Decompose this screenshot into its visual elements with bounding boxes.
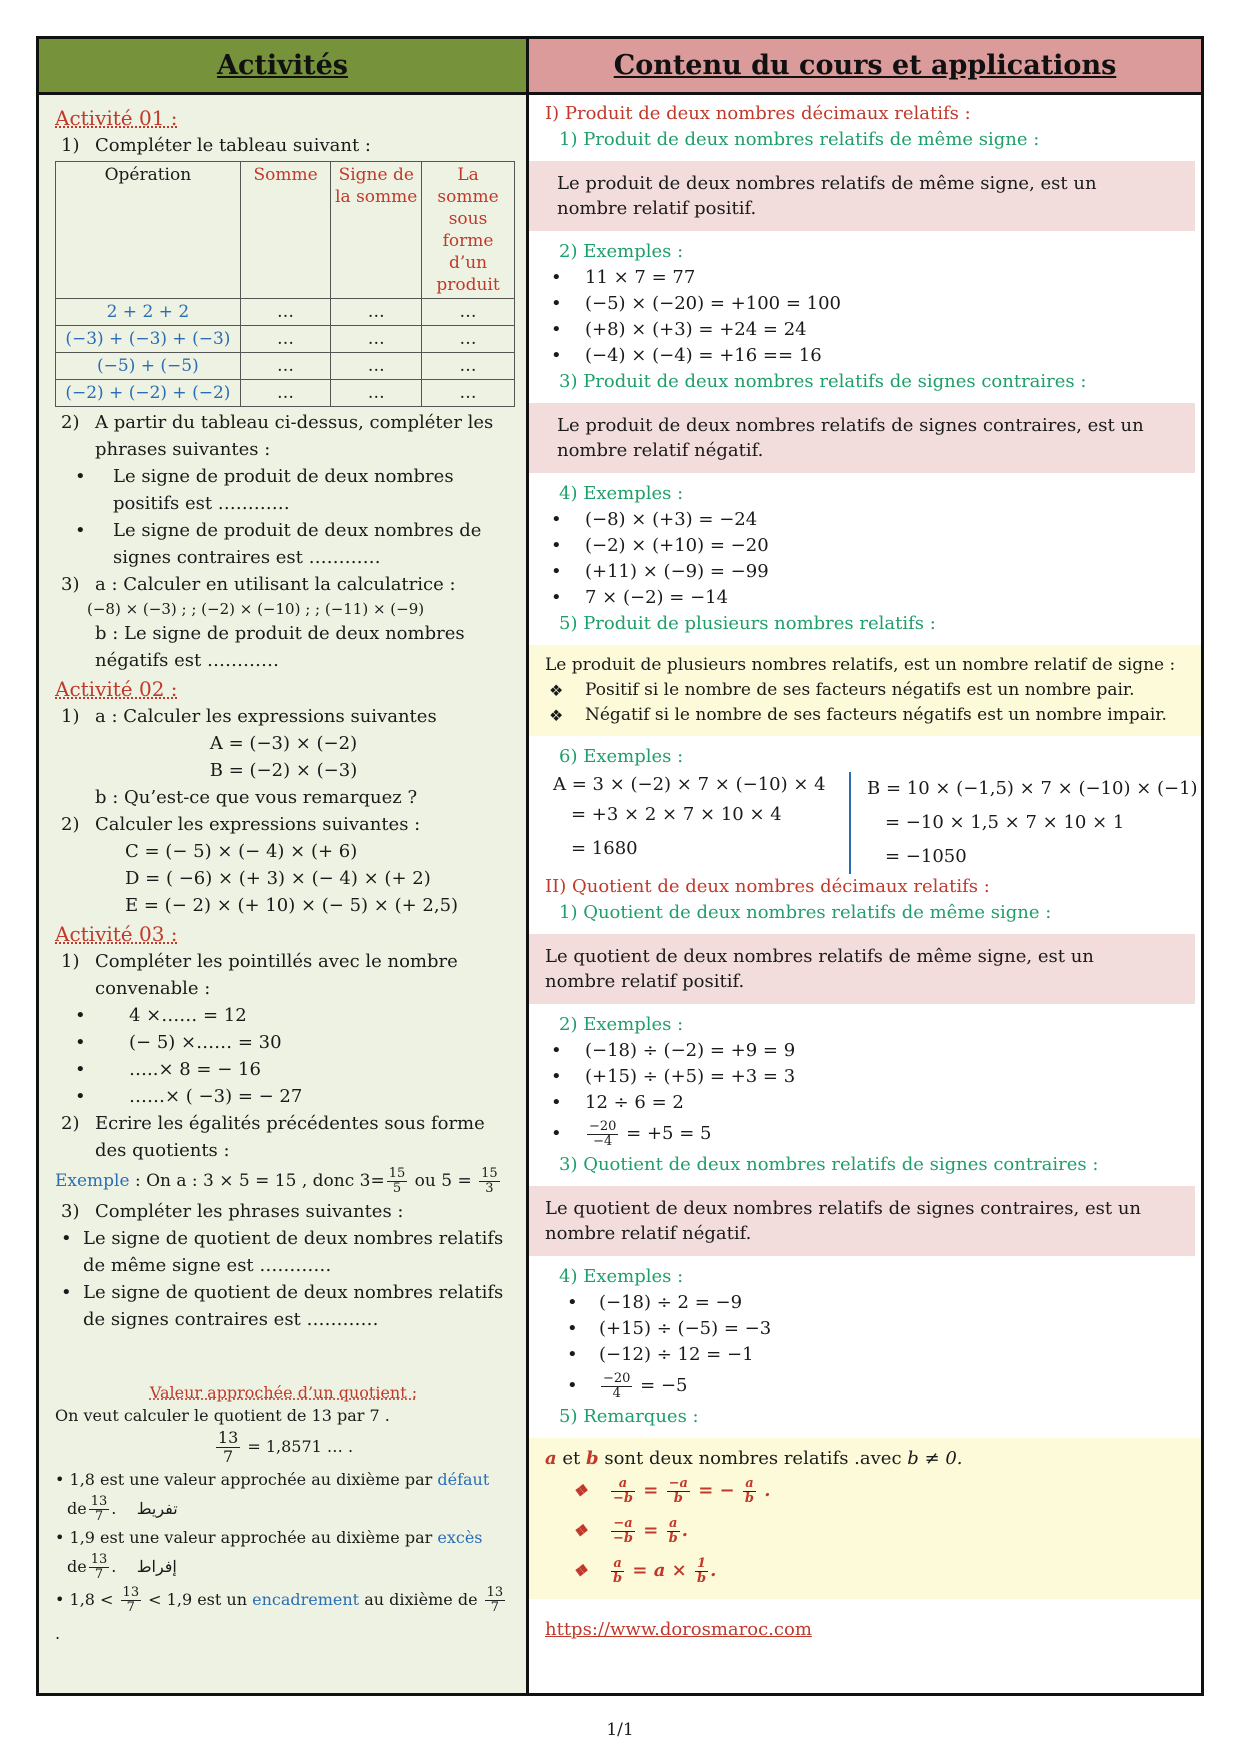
table-cell: 2 + 2 + 2: [56, 299, 241, 326]
approx-l3-c: au dixième de: [359, 1590, 483, 1609]
table-header-row: [56, 162, 515, 299]
act3-q3-bullet-2: • Le signe de quotient de deux nombres relatifs de signes contraires est …………: [55, 1279, 512, 1333]
example-item: • (−12) ÷ 12 = −1: [529, 1342, 1201, 1368]
act1-q2: A partir du tableau ci-dessus, compléter les phrases suivantes :: [95, 412, 494, 460]
remark-2: ❖ $\frac{-a}{-b}$ = $\frac{a}{b}$ .: [545, 1511, 1185, 1551]
approx-l1-text: • 1,8 est une valeur approchée au dixième par: [55, 1470, 438, 1489]
act2-expr-B: B = (−2) × (−3): [209, 760, 358, 781]
example-item: • (−8) × (+3) = −24: [529, 507, 1201, 533]
var-b: b: [586, 1448, 599, 1469]
approx-l1-arabic: تفريط: [136, 1499, 178, 1518]
approx-result-value: = 1,8571 … .: [242, 1437, 354, 1456]
section-1-3: 3) Produit de deux nombres relatifs de signes contraires :: [559, 371, 1087, 392]
remarks-mid: et: [556, 1448, 587, 1469]
table-cell: …: [422, 326, 515, 353]
example-item-text: = +5 = 5: [620, 1123, 712, 1144]
act2-expr-A: A = (−3) × (−2): [209, 733, 358, 754]
example-B-line: B = 10 × (−1,5) × 7 × (−10) × (−1): [867, 778, 1198, 799]
table-cell: …: [422, 380, 515, 407]
fraction-13-7: $\frac{13}{7}$: [90, 1494, 108, 1524]
example-A-line: A = 3 × (−2) × 7 × (−10) × 4: [553, 774, 826, 795]
example-item: • (−18) ÷ 2 = −9: [529, 1290, 1201, 1316]
rule-same-sign-product: Le produit de deux nombres relatifs de même signe, est un nombre relatif positif.: [529, 161, 1195, 231]
approx-line-1b: de $\frac{13}{7}$ . تفريط: [67, 1494, 178, 1524]
example-item: [529, 1368, 1201, 1404]
table-cell: …: [331, 299, 422, 326]
fraction-13-7: $\frac{13}{7}$: [486, 1585, 504, 1615]
fraction-13-7: $\frac{13}{7}$: [122, 1585, 140, 1615]
example-item: • (+15) ÷ (+5) = +3 = 3: [529, 1064, 1201, 1090]
fraction-15-5: $\frac{15}{5}$: [388, 1166, 406, 1196]
approx-l2-arabic: إفراط: [136, 1557, 177, 1576]
rule-several-products: [529, 645, 1201, 736]
activities-content: Activité 01 : 1) Compléter le tableau suivant : Opération Somme Signe de la somme La somme sous forme d’un produit 2 + 2 + 2 … … … (−3) + (−3) + (−3) … … … (−5) + (−5) … … … (−2) + (−2) + (−2) … … … 2) A partir du tableau ci-dessus, compléter les phrases suivantes : • Le signe de produit de deux nombres positifs est ………… • Le signe de produit de deux nombres de signes contraires est ………… 3) a : Calculer en utilisant la calculatrice : (−8) × (−3) ; ; (−2) × (−10) ; ; (−11) × (−9) b : Le signe de produit de deux nombres négatifs est ………… Activité 02 : 1) a : Calculer les expressions suivantes A = (−3) × (−2) B = (−2) × (−3) b : Qu’est-ce que vous remarquez ? 2) Calculer les expressions suivantes : C = (− 5) × (− 4) × (+ 6) D = ( −6) × (+ 3) × (− 4) × (+ 2) E = (− 2) × (+ 10) × (− 5) × (+ 2,5) Activité 03 : 1) Compléter les pointillés avec le nombre convenable : • 4 ×…… = 12 • (− 5) ×…… = 30 • …..× 8 = − 16 • ……× ( −3) = − 27 2) Ecrire les égalités précédentes sous forme des quotients : Exemple : On a : 3 × 5 = 15 , donc 3= $\frac{15}{5}$ ou 5 = $\frac{15}{3}$ 3) Compléter les phrases suivantes : • Le signe de quotient de deux nombres relatifs de même signe est ………… • Le signe de quotient de deux nombres relatifs de signes contraires est ………… Valeur approchée d’un quotient : On veut calculer le quotient de 13 par 7 . $\frac{13}{7}$ = 1,8571 … . • 1,8 est une valeur approchée au dixième par défaut de $\frac{13}{7}$ . تفريط • 1,9 est une valeur approchée au dixième par excès de $\frac{13}{7}$ . إفراط • 1,8 < $\frac{13}{7}$ < 1,9 est un encadrement au dixième de $\frac{13}{7}$ .: [39, 95, 526, 1651]
act1-q3b: b : Le signe de produit de deux nombres négatifs est …………: [95, 623, 465, 671]
section-2-title: II) Quotient de deux nombres décimaux relatifs :: [545, 876, 990, 897]
table-row: [56, 326, 515, 353]
act3-q3: Compléter les phrases suivantes :: [95, 1201, 404, 1222]
approx-line-2b: de $\frac{13}{7}$ . إفراط: [67, 1552, 177, 1582]
approx-title: Valeur approchée d’un quotient :: [149, 1383, 418, 1402]
example-A: [553, 772, 851, 874]
table-row: [56, 299, 515, 326]
activities-header: Activités: [39, 39, 526, 95]
frac-1-b: $\frac{1}{b}$: [697, 1555, 707, 1586]
act1-q1: Compléter le tableau suivant :: [95, 135, 371, 156]
section-1-5: 5) Produit de plusieurs nombres relatifs :: [559, 613, 936, 634]
table-cell: …: [240, 353, 331, 380]
fraction-m20-4: • $\frac{-20}{4}$: [603, 1370, 631, 1401]
example-item: • (−4) × (−4) = +16 == 16: [529, 343, 1201, 369]
act3-q1: Compléter les pointillés avec le nombre convenable :: [95, 951, 458, 999]
approx-l3-a: • 1,8 <: [55, 1590, 119, 1609]
website-link[interactable]: https://www.dorosmaroc.com: [545, 1619, 812, 1640]
frac-a-b: ❖ $\frac{a}{b}$: [613, 1555, 623, 1586]
act2-q2: Calculer les expressions suivantes :: [95, 814, 421, 835]
worksheet: [36, 36, 1204, 1696]
table-cell: …: [422, 299, 515, 326]
table-cell: …: [331, 380, 422, 407]
section-1-6: 6) Exemples :: [559, 746, 684, 767]
act2-expr-C: C = (− 5) × (− 4) × (+ 6): [125, 841, 358, 862]
remarks-intro: [545, 1446, 1185, 1471]
remarks-cond: b ≠ 0.: [907, 1448, 963, 1469]
table-cell: (−3) + (−3) + (−3): [56, 326, 241, 353]
act3-item-4: • ……× ( −3) = − 27: [55, 1083, 512, 1110]
activities-column: [39, 39, 529, 1693]
act3-item-3: • …..× 8 = − 16: [55, 1056, 512, 1083]
course-content: [529, 95, 1201, 1643]
table-cell: …: [331, 353, 422, 380]
frac-a-b: $\frac{a}{b}$: [668, 1515, 678, 1546]
remark-1: ❖ $\frac{a}{-b}$ = $\frac{-a}{b}$ = − $\frac{a}{b}$ .: [545, 1471, 1185, 1511]
table-cell: …: [240, 326, 331, 353]
table-cell: …: [422, 353, 515, 380]
section-1-1: 1) Produit de deux nombres relatifs de même signe :: [559, 129, 1040, 150]
act2-expr-E: E = (− 2) × (+ 10) × (− 5) × (+ 2,5): [125, 895, 459, 916]
act1-q3a: a : Calculer en utilisant la calculatrice :: [95, 574, 456, 595]
act2-expr-D: D = ( −6) × (+ 3) × (− 4) × (+ 2): [125, 868, 431, 889]
table-cell: (−2) + (−2) + (−2): [56, 380, 241, 407]
col-produit: La somme sous forme d’un produit: [422, 162, 515, 299]
section-1-4: 4) Exemples :: [559, 483, 684, 504]
act3-item-2: • (− 5) ×…… = 30: [55, 1029, 512, 1056]
fraction-13-7: $\frac{13}{7}$: [90, 1552, 108, 1582]
approx-intro: On veut calculer le quotient de 13 par 7 .: [55, 1406, 390, 1425]
section-2-1: 1) Quotient de deux nombres relatifs de même signe :: [559, 902, 1052, 923]
frac-ma-mb: ❖ $\frac{-a}{-b}$: [613, 1515, 633, 1546]
remark-3: ❖ $\frac{a}{b}$ = a × $\frac{1}{b}$ .: [545, 1551, 1185, 1591]
act3-q3-bullet-1: • Le signe de quotient de deux nombres relatifs de même signe est …………: [55, 1225, 512, 1279]
table-cell: …: [240, 380, 331, 407]
frac-a-mb: ❖ $\frac{a}{-b}$: [613, 1475, 633, 1506]
approx-l2-de: de: [67, 1557, 87, 1576]
var-a: a: [545, 1448, 557, 1469]
rule3-intro: Le produit de plusieurs nombres relatifs, est un nombre relatif de signe :: [545, 655, 1176, 675]
approx-l1-de: de: [67, 1499, 87, 1518]
section-2-5: 5) Remarques :: [559, 1406, 699, 1427]
operations-table: [55, 161, 515, 407]
example-item: [529, 1116, 1201, 1152]
example-A-line: = 1680: [571, 838, 638, 859]
rule-opposite-sign-quotient: Le quotient de deux nombres relatifs de signes contraires, est un nombre relatif négatif.: [529, 1186, 1195, 1256]
act3-example: [55, 1164, 512, 1198]
section-2-3: 3) Quotient de deux nombres relatifs de signes contraires :: [559, 1154, 1099, 1175]
frac-ma-b: $\frac{-a}{b}$: [668, 1475, 688, 1506]
section-2-2: 2) Exemples :: [559, 1014, 684, 1035]
frac-a-b: $\frac{a}{b}$: [744, 1475, 754, 1506]
activity-2-title: Activité 02 :: [55, 677, 178, 701]
example-item: • (+11) × (−9) = −99: [529, 559, 1201, 585]
approx-line-2: [55, 1525, 512, 1551]
act1-q3a-expressions: (−8) × (−3) ; ; (−2) × (−10) ; ; (−11) × (−9): [87, 600, 425, 618]
example-item: • (−5) × (−20) = +100 = 100: [529, 291, 1201, 317]
exemple-text: : On a : 3 × 5 = 15 , donc 3=: [129, 1171, 385, 1191]
table-row: [56, 380, 515, 407]
fraction-15-3: $\frac{15}{3}$: [481, 1166, 498, 1196]
exemple-label: Exemple: [55, 1171, 130, 1191]
rule3-odd: ❖ Négatif si le nombre de ses facteurs négatifs est un nombre impair.: [545, 703, 1185, 728]
approx-l2-word: excès: [437, 1528, 483, 1547]
section-1-2: 2) Exemples :: [559, 241, 684, 262]
rule-same-sign-quotient: Le quotient de deux nombres relatifs de même signe, est un nombre relatif positif.: [529, 934, 1195, 1004]
fraction-13-7: $\frac{13}{7}$: [217, 1428, 239, 1466]
example-item: • (−2) × (+10) = −20: [529, 533, 1201, 559]
section-2-4: 4) Exemples :: [559, 1266, 684, 1287]
approx-line-1: [55, 1467, 512, 1493]
rule-opposite-sign-product: Le produit de deux nombres relatifs de signes contraires, est un nombre relatif négatif.: [529, 403, 1195, 473]
example-B-line: = −10 × 1,5 × 7 × 10 × 1: [885, 812, 1125, 833]
approx-l3-b: < 1,9 est un: [143, 1590, 253, 1609]
col-signe: Signe de la somme: [331, 162, 422, 299]
example-item-text: = −5: [634, 1375, 688, 1396]
example-B: [851, 772, 1198, 874]
activity-1-title: Activité 01 :: [55, 106, 178, 130]
approx-result: [55, 1427, 512, 1467]
approx-l2-text: • 1,9 est une valeur approchée au dixième par: [55, 1528, 438, 1547]
example-item: • 11 × 7 = 77: [529, 265, 1201, 291]
approx-l1-word: défaut: [437, 1470, 490, 1489]
example-item: • (+8) × (+3) = +24 = 24: [529, 317, 1201, 343]
col-somme: Somme: [240, 162, 331, 299]
table-cell: (−5) + (−5): [56, 353, 241, 380]
course-header: Contenu du cours et applications: [529, 39, 1201, 95]
table-row: [56, 353, 515, 380]
example-A-line: = +3 × 2 × 7 × 10 × 4: [571, 804, 782, 825]
act3-item-1: • 4 ×…… = 12: [55, 1002, 512, 1029]
table-cell: …: [240, 299, 331, 326]
approx-l3-word: encadrement: [252, 1590, 360, 1609]
col-operation: Opération: [56, 162, 241, 299]
example-item: • 12 ÷ 6 = 2: [529, 1090, 1201, 1116]
fraction-m20-m4: • $\frac{-20}{-4}$: [589, 1118, 617, 1149]
exemple-or: ou 5 =: [409, 1171, 478, 1191]
example-item: • 7 × (−2) = −14: [529, 585, 1201, 611]
activity-3-title: Activité 03 :: [55, 922, 178, 946]
remarks-rest: sont deux nombres relatifs .avec: [598, 1448, 908, 1469]
examples-several: [529, 772, 1201, 874]
example-item: • (+15) ÷ (−5) = −3: [529, 1316, 1201, 1342]
example-B-line: = −1050: [885, 846, 967, 867]
act2-q1b: b : Qu’est-ce que vous remarquez ?: [95, 787, 418, 808]
act1-q2-bullet-1: • Le signe de produit de deux nombres positifs est …………: [55, 463, 512, 517]
example-item: • (−18) ÷ (−2) = +9 = 9: [529, 1038, 1201, 1064]
act2-q1a: a : Calculer les expressions suivantes: [95, 706, 437, 727]
act1-q2-bullet-2: • Le signe de produit de deux nombres de signes contraires est …………: [55, 517, 512, 571]
table-cell: …: [331, 326, 422, 353]
act3-q2: Ecrire les égalités précédentes sous forme des quotients :: [95, 1113, 485, 1161]
approx-line-3: • 1,8 < $\frac{13}{7}$ < 1,9 est un encadrement au dixième de $\frac{13}{7}$ .: [55, 1585, 504, 1643]
course-column: [529, 39, 1201, 1693]
remarks-box: [529, 1438, 1201, 1599]
page-number: 1/1: [606, 1720, 634, 1740]
section-1-title: I) Produit de deux nombres décimaux relatifs :: [545, 103, 971, 124]
rule3-even: ❖ Positif si le nombre de ses facteurs négatifs est un nombre pair.: [545, 678, 1185, 703]
